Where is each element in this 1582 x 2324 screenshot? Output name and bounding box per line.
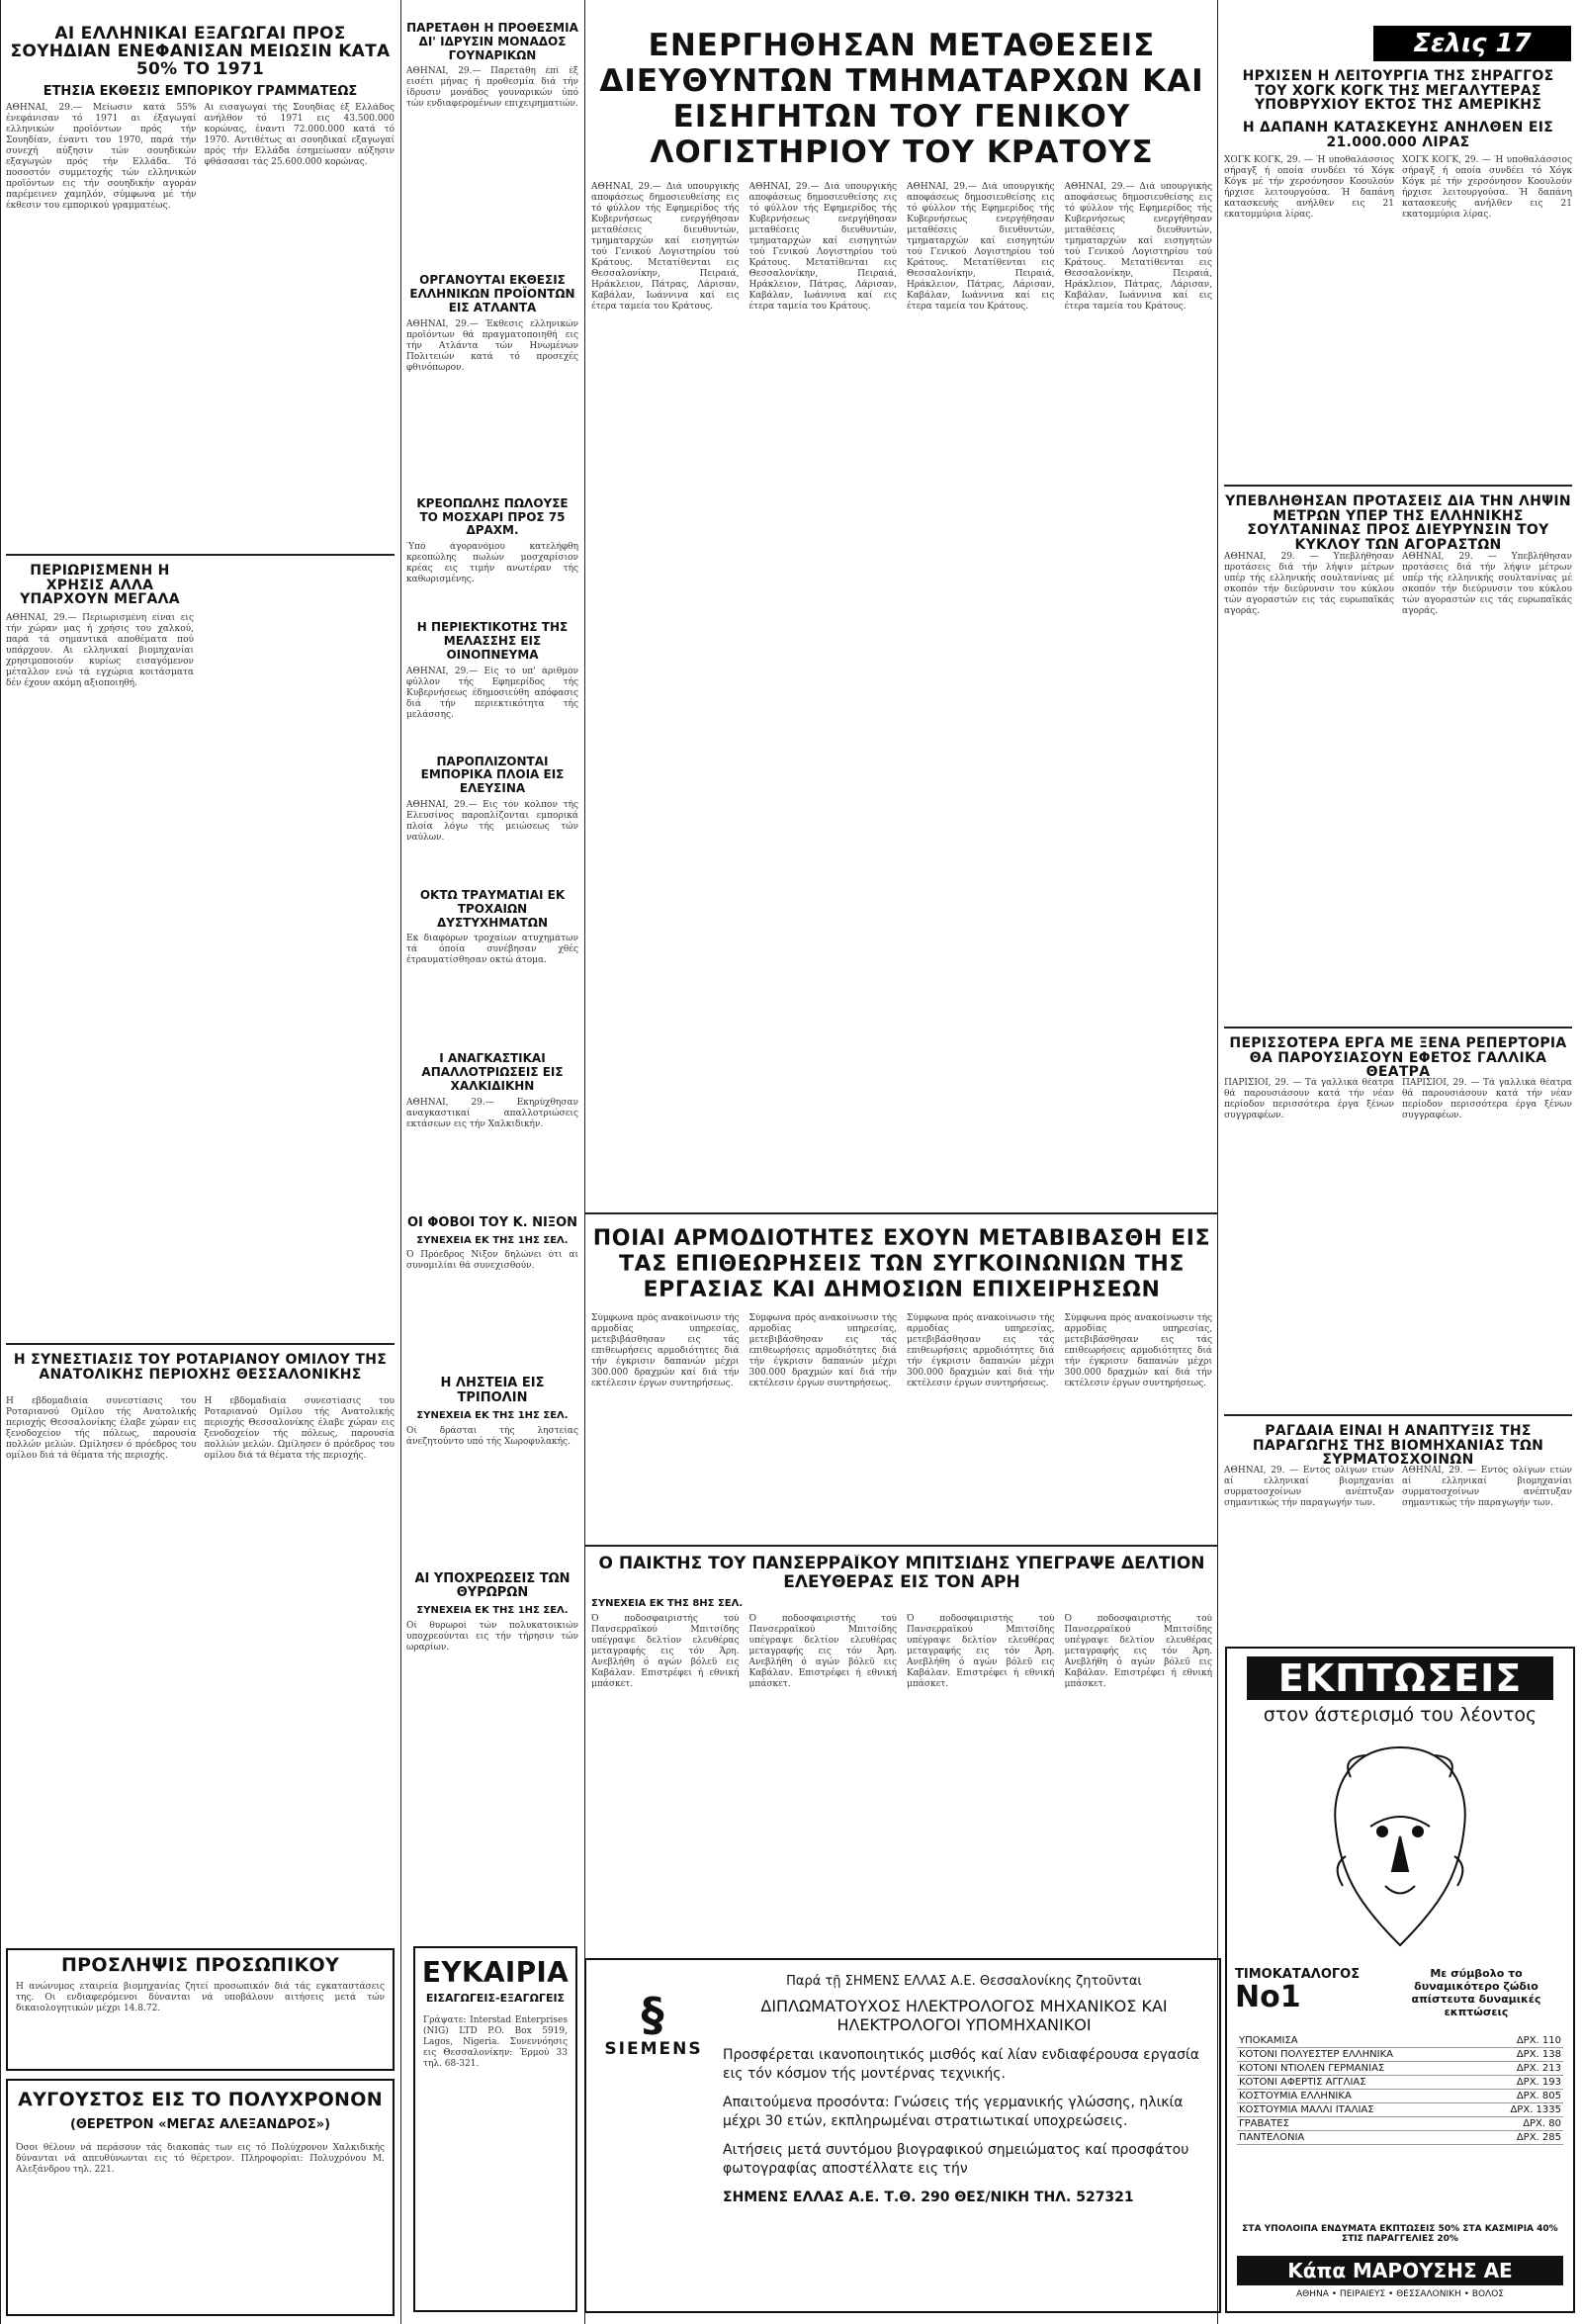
- article-body: Αι εισαγωγαί τής Σουηδίας έξ Ελλάδος ανήλθον τό 1971 εις 43.500.000 κορώνας, έναντι 72.000.000 κατά τό 1970. Αντιθέτως αι σουηδικαί εξαγωγαί πρός τήν Ελλάδα έσημείωσαν αύξησιν φθάσασαι τάς 25.600.000 κορώνας.: [204, 103, 395, 168]
- continued-label: ΣΥΝΕΧΕΙΑ ΕΚ ΤΗΣ 1ΗΣ ΣΕΛ.: [416, 1410, 569, 1422]
- divider: [584, 1545, 1217, 1547]
- ad-eykairia-subtitle: ΕΙΣΑΓΩΓΕΙΣ-ΕΞΑΓΩΓΕΙΣ: [425, 1992, 566, 2006]
- price-list: [1237, 2034, 1563, 2145]
- price-row: [1237, 2103, 1563, 2117]
- brief-headline: ΟΚΤΩ ΤΡΑΥΜΑΤΙΑΙ ΕΚ ΤΡΟΧΑΙΩΝ ΔΥΣΤΥΧΗΜΑΤΩΝ: [419, 887, 566, 930]
- divider: [6, 1343, 395, 1345]
- article-body: Σύμφωνα πρός ανακοίνωσιν τής αρμοδίας υπηρεσίας, μετεβιβάσθησαν εις τάς επιθεωρήσεις αρμοδιότητες διά τήν έγκρισιν δαπανών μέχρι 300.000 δραχμών καί διά τήν εκτέλεσιν έργων συντηρήσεως.: [907, 1313, 1055, 1388]
- article-body: Ό ποδοσφαιριστής τού Πανσερραϊκού Μπιτσίδης υπέγραψε δελτίον ελευθέρας μεταγραφής εις τόν Άρη. Ανεβλήθη ό αγών βόλεϋ εις Καβάλαν. Επιστρέφει ή εθνική μπάσκετ.: [1064, 1613, 1212, 1689]
- price-value: ΔΡΧ. 110: [1516, 2035, 1561, 2046]
- headline-copper: ΠΕΡΙΩΡΙΣΜΕΝΗ Η ΧΡΗΣΙΣ ΑΛΛΑ ΥΠΑΡΧΟΥΝ ΜΕΓΑΛΑ: [20, 563, 180, 608]
- headline-hongkong: ΗΡΧΙΣΕΝ Η ΛΕΙΤΟΥΡΓΙΑ ΤΗΣ ΣΗΡΑΓΓΟΣ ΤΟΥ ΧΟΓΚ ΚΟΓΚ ΤΗΣ ΜΕΓΑΛΥΤΕΡΑΣ ΥΠΟΒΡΥΧΙΟΥ ΕΚΤΟΣ ΤΗΣ ΑΜΕΡΙΚΗΣ: [1242, 69, 1554, 114]
- article-body: ΧΟΓΚ ΚΟΓΚ, 29. — Ή υποθαλάσσιος σήραγξ ή οποία συνδέει τό Χόγκ Κόγκ μέ τήν χερσόνησον Κοουλούν ήρχισε λειτουργούσα. Ή δαπάνη κατασκευής ανήλθεν εις 21 εκατομμύρια λίρας.: [1224, 155, 1394, 221]
- page-number-logo: Σελις 17: [1373, 26, 1571, 61]
- article-body: Σύμφωνα πρός ανακοίνωσιν τής αρμοδίας υπηρεσίας, μετεβιβάσθησαν εις τάς επιθεωρήσεις αρμοδιότητες διά τήν έγκρισιν δαπανών μέχρι 300.000 δραχμών καί διά τήν εκτέλεσιν έργων συντηρήσεως.: [748, 1313, 897, 1388]
- price-row: [1237, 2076, 1563, 2090]
- article-body: ΑΘΗΝΑΙ, 29. — Υπεβλήθησαν προτάσεις διά τήν λήψιν μέτρων υπέρ τής ελληνικής σουλτανίνας μέ σκοπόν τήν διεύρυνσιν του κύκλου τών αγοραστών εις τάς ευρωπαϊκάς αγοράς.: [1402, 552, 1572, 616]
- price-row: [1237, 2048, 1563, 2062]
- brief-headline: ΑΙ ΥΠΟΧΡΕΩΣΕΙΣ ΤΩΝ ΘΥΡΩΡΩΝ: [414, 1570, 571, 1601]
- ad-lion-no1: Νο1: [1235, 1980, 1301, 2014]
- divider: [1224, 1414, 1572, 1416]
- brief-body: Ύπό άγορανόμου κατελήφθη κρεοπώλης πωλών μοσχαρίσιον κρέας εις τιμήν ανωτέραν τής καθωρισμένης.: [406, 542, 578, 585]
- brief-headline: Η ΛΗΣΤΕΙΑ ΕΙΣ ΤΡΙΠΟΛΙΝ: [440, 1376, 545, 1406]
- main-story: [591, 0, 1212, 1207]
- column-right: [1224, 69, 1572, 1640]
- ad-staff-title: ΠΡΟΣΛΗΨΙΣ ΠΡΟΣΩΠΙΚΟΥ: [60, 1954, 340, 1976]
- ad-eykairia-body: Γράψατε: Interstad Enterprises (NIG) LTD P.O. Box 5919, Lagos, Nigeria. Συνεννόησις εις Θεσσαλονίκην: Έρμού 33 τηλ. 68-321.: [423, 2015, 568, 2070]
- article-body: ΑΘΗΝΑΙ, 29.— Διά υπουργικής αποφάσεως δημοσιευθείσης εις τό φύλλον τής Εφημερίδος τής Κυβερνήσεως ενεργήθησαν μεταθέσεις διευθυντών, τμηματαρχών καί εισηγητών τού Γενικού Λογιστηρίου τού Κράτους. Μετατίθενται εις Θεσσαλονίκην, Πειραιά, Ηράκλειον, Πάτρας, Λάρισαν, Καβάλαν, Ιωάννινα καί εις έτερα ταμεία του Κράτους.: [591, 182, 740, 312]
- price-row: [1237, 2062, 1563, 2076]
- article-body: ΧΟΓΚ ΚΟΓΚ, 29. — Ή υποθαλάσσιος σήραγξ ή οποία συνδέει τό Χόγκ Κόγκ μέ τήν χερσόνησον Κοουλούν ήρχισε λειτουργούσα. Ή δαπάνη κατασκευής ανήλθεν εις 21 εκατομμύρια λίρας.: [1402, 155, 1572, 221]
- price-item: ΥΠΟΚΑΜΙΣΑ: [1239, 2035, 1298, 2046]
- headline-transport: ΠΟΙΑΙ ΑΡΜΟΔΙΟΤΗΤΕΣ ΕΧΟΥΝ ΜΕΤΑΒΙΒΑΣΘΗ ΕΙΣ ΤΑΣ ΕΠΙΘΕΩΡΗΣΕΙΣ ΤΩΝ ΣΥΓΚΟΙΝΩΝΙΩΝ ΤΗΣ ΕΡΓΑΣΙΑΣ ΚΑΙ ΔΗΜΟΣΙΩΝ ΕΠΙΧΕΙΡΗΣΕΩΝ: [592, 1226, 1211, 1302]
- siemens-logo-text: SIEMENS: [604, 2039, 703, 2059]
- price-row: [1237, 2090, 1563, 2103]
- ad-cruise-title: ΑΥΓΟΥΣΤΟΣ ΕΙΣ ΤΟ ΠΟΛΥΧΡΟΝΟΝ: [18, 2089, 383, 2110]
- brief-body: ΑΘΗΝΑΙ, 29.— Εις τόν κόλπον τής Ελευσίνος παροπλίζονται εμπορικά πλοία λόγω τής μειώσεως τών ναύλων.: [406, 799, 578, 843]
- ad-cruise: [6, 2079, 395, 2316]
- ad-staff: [6, 1948, 395, 2071]
- siemens-address: ΣΗΜΕΝΣ ΕΛΛΑΣ Α.Ε. Τ.Θ. 290 ΘΕΣ/ΝΙΚΗ ΤΗΛ. 527321: [723, 2190, 1134, 2205]
- article-body: Σύμφωνα πρός ανακοίνωσιν τής αρμοδίας υπηρεσίας, μετεβιβάσθησαν εις τάς επιθεωρήσεις αρμοδιότητες διά τήν έγκρισιν δαπανών μέχρι 300.000 δραχμών καί διά τήν εκτέλεσιν έργων συντηρήσεως.: [591, 1313, 740, 1388]
- article-body: ΑΘΗΝΑΙ, 29.— Περιωρισμένη είναι εις τήν χώραν μας ή χρήσις του χαλκού, παρά τά σημαντικά αποθέματα πού υπάρχουν. Αι ελληνικαί βιομηχανίαι χρησιμοποιούν κυρίως εισαγόμενον μέταλλον ενώ τά εγχώρια κοιτάσματα δέν έχουν ακόμη αξιοποιηθή.: [6, 613, 194, 688]
- column-briefs: [406, 0, 578, 1938]
- brief-body: Ό Πρόεδρος Νίξον δηλώνει ότι αι συνομιλίαι θά συνεχισθούν.: [406, 1250, 578, 1272]
- price-item: ΚΟΤΟΝΙ ΠΟΛΥΕΣΤΕΡ ΕΛΛΗΝΙΚΑ: [1239, 2049, 1393, 2060]
- siemens-mark-icon: §: [641, 1988, 666, 2041]
- siemens-offer: Προσφέρεται ικανοποιητικός μισθός καί λίαν ενδιαφέρουσα εργασία εις τόν κόσμον τής μοντέρνας τεχνικής.: [723, 2047, 1199, 2082]
- article-body: ΑΘΗΝΑΙ, 29.— Διά υπουργικής αποφάσεως δημοσιευθείσης εις τό φύλλον τής Εφημερίδος τής Κυβερνήσεως ενεργήθησαν μεταθέσεις διευθυντών, τμηματαρχών καί εισηγητών τού Γενικού Λογιστηρίου τού Κράτους. Μετατίθενται εις Θεσσαλονίκην, Πειραιά, Ηράκλειον, Πάτρας, Λάρισαν, Καβάλαν, Ιωάννινα καί εις έτερα ταμεία του Κράτους.: [748, 182, 897, 312]
- article-body: Ό ποδοσφαιριστής τού Πανσερραϊκού Μπιτσίδης υπέγραψε δελτίον ελευθέρας μεταγραφής εις τόν Άρη. Ανεβλήθη ό αγών βόλεϋ εις Καβάλαν. Επιστρέφει ή εθνική μπάσκετ.: [591, 1613, 740, 1689]
- ad-cruise-body: Όσοι θέλουν νά περάσουν τάς διακοπάς των εις τό Πολύχρονον Χαλκιδικής δύνανται νά απευθύνωνται εις τό θέρετρον. Πληροφορίαι: Πολυχρόνου Μ. Αλεξάνδρου τηλ. 221.: [16, 2142, 385, 2175]
- column-rule: [0, 0, 1, 2324]
- article-body: ΑΘΗΝΑΙ, 29. — Εντός ολίγων ετών αί ελληνικαί βιομηχανίαι συρματοσχοίνων ανέπτυξαν σημαντικώς τήν παραγωγήν των.: [1224, 1466, 1394, 1508]
- continued-label: ΣΥΝΕΧΕΙΑ ΕΚ ΤΗΣ 8ΗΣ ΣΕΛ.: [591, 1598, 744, 1609]
- article-body: ΠΑΡΙΣΙΟΙ, 29. — Τά γαλλικά θέατρα θά παρουσιάσουν κατά τήν νέαν περίοδον περισσότερα έργα ξένων συγγραφέων.: [1224, 1078, 1394, 1120]
- ad-lion-catalog: ΤΙΜΟΚΑΤΑΛΟΓΟΣ: [1235, 1967, 1361, 1982]
- ad-eykairia-title: ΕΥΚΑΙΡΙΑ: [421, 1956, 570, 1989]
- brief-body: ΑΘΗΝΑΙ, 29.— Έκθεσις ελληνικών προϊόντων θά πραγματοποιηθή εις τήν Ατλάντα τών Ηνωμένων Πολιτειών κατά τό προσεχές φθινόπωρον.: [406, 318, 578, 373]
- article-body: Σύμφωνα πρός ανακοίνωσιν τής αρμοδίας υπηρεσίας, μετεβιβάσθησαν εις τάς επιθεωρήσεις αρμοδιότητες διά τήν έγκρισιν δαπανών μέχρι 300.000 δραχμών καί διά τήν εκτέλεσιν έργων συντηρήσεως.: [1064, 1313, 1212, 1388]
- story-transport: [591, 1226, 1212, 1541]
- divider: [1224, 1027, 1572, 1028]
- article-body: ΠΑΡΙΣΙΟΙ, 29. — Τά γαλλικά θέατρα θά παρουσιάσουν κατά τήν νέαν περίοδον περισσότερα έργα ξένων συγγραφέων.: [1402, 1078, 1572, 1120]
- story-football: [591, 1555, 1212, 1950]
- headline-cables: ΡΑΓΔΑΙΑ ΕΙΝΑΙ Η ΑΝΑΠΤΥΞΙΣ ΤΗΣ ΠΑΡΑΓΩΓΗΣ ΤΗΣ ΒΙΟΜΗΧΑΝΙΑΣ ΤΩΝ ΣΥΡΜΑΤΟΣΧΟΙΝΩΝ: [1252, 1423, 1544, 1469]
- headline-sultanina: ΥΠΕΒΛΗΘΗΣΑΝ ΠΡΟΤΑΣΕΙΣ ΔΙΑ ΤΗΝ ΛΗΨΙΝ ΜΕΤΡΩΝ ΥΠΕΡ ΤΗΣ ΕΛΛΗΝΙΚΗΣ ΣΟΥΛΤΑΝΙΝΑΣ ΠΡΟΣ ΔΙΕΥΡΥΝΣΙΝ ΤΟΥ ΚΥΚΛΟΥ ΤΩΝ ΑΓΟΡΑΣΤΩΝ: [1225, 493, 1571, 554]
- brief-body: ΑΘΗΝΑΙ, 29.— Εκηρύχθησαν αναγκαστικαί απαλλοτριώσεις εκτάσεων εις τήν Χαλκιδικήν.: [406, 1097, 578, 1129]
- price-item: ΚΟΣΤΟΥΜΙΑ ΜΑΛΛΙ ΙΤΑΛΙΑΣ: [1239, 2104, 1374, 2115]
- brief-headline: Ι ΑΝΑΓΚΑΣΤΙΚΑΙ ΑΠΑΛΛΟΤΡΙΩΣΕΙΣ ΕΙΣ ΧΑΛΚΙΔΙΚΗΝ: [421, 1051, 564, 1093]
- brief-body: ΑΘΗΝΑΙ, 29.— Είς τό υπ' άριθμόν φύλλον τής Εφημερίδος τής Κυβερνήσεως έδημοσιεύθη απόφασις διά τήν περιεκτικότητα τής μελάσσης.: [406, 666, 578, 720]
- price-value: ΔΡΧ. 213: [1516, 2063, 1561, 2074]
- headline-rotary: Η ΣΥΝΕΣΤΙΑΣΙΣ ΤΟΥ ΡΟΤΑΡΙΑΝΟΥ ΟΜΙΛΟΥ ΤΗΣ ΑΝΑΤΟΛΙΚΗΣ ΠΕΡΙΟΧΗΣ ΘΕΣΣΑΛΟΝΙΚΗΣ: [13, 1352, 388, 1383]
- price-value: ΔΡΧ. 80: [1523, 2118, 1561, 2129]
- article-body: Η εβδομαδιαία συνεστίασις του Ροταριανού Ομίλου τής Ανατολικής περιοχής Θεσσαλονίκης έλαβε χώραν εις ξενοδοχείον τής πόλεως, παρουσία πολλών μελών. Ωμίλησεν ό πρόεδρος του ομίλου διά τά θέματα τής περιοχής.: [6, 1396, 197, 1461]
- ad-eykairia: [413, 1946, 577, 2312]
- brief-body: Οί δράσται τής ληστείας άνεζητούντο υπό τής Χωροφυλακής.: [406, 1425, 578, 1447]
- brief-headline: Η ΠΕΡΙΕΚΤΙΚΟΤΗΣ ΤΗΣ ΜΕΛΑΣΣΗΣ ΕΙΣ ΟΙΝΟΠΝΕΥΜΑ: [416, 620, 569, 662]
- continued-label: ΣΥΝΕΧΕΙΑ ΕΚ ΤΗΣ 1ΗΣ ΣΕΛ.: [416, 1605, 569, 1617]
- divider: [6, 554, 395, 556]
- column-left: [6, 0, 395, 2324]
- subhead-exports: ΕΤΗΣΙΑ ΕΚΘΕΣΙΣ ΕΜΠΟΡΙΚΟΥ ΓΡΑΜΜΑΤΕΩΣ: [43, 83, 358, 99]
- price-value: ΔΡΧ. 1335: [1510, 2104, 1561, 2115]
- price-value: ΔΡΧ. 285: [1516, 2132, 1561, 2143]
- brief-headline: ΠΑΡΟΠΛΙΖΟΝΤΑΙ ΕΜΠΟΡΙΚΑ ΠΛΟΙΑ ΕΙΣ ΕΛΕΥΣΙΝΑ: [420, 754, 565, 796]
- ad-siemens: [584, 1958, 1221, 2313]
- article-body: ΑΘΗΝΑΙ, 29. — Εντός ολίγων ετών αί ελληνικαί βιομηχανίαι συρματοσχοίνων ανέπτυξαν σημαντικώς τήν παραγωγήν των.: [1402, 1466, 1572, 1508]
- headline-theatre: ΠΕΡΙΣΣΟΤΕΡΑ ΕΡΓΑ ΜΕ ΞΕΝΑ ΡΕΠΕΡΤΟΡΙΑ ΘΑ ΠΑΡΟΥΣΙΑΣΟΥΝ ΕΦΕΤΟΣ ΓΑΛΛΙΚΑ ΘΕΑΤΡΑ: [1229, 1035, 1567, 1081]
- price-item: ΚΟΤΟΝΙ ΝΤΙΟΛΕΝ ΓΕΡΜΑΝΙΑΣ: [1239, 2063, 1385, 2074]
- article-body: ΑΘΗΝΑΙ, 29.— Διά υπουργικής αποφάσεως δημοσιευθείσης εις τό φύλλον τής Εφημερίδος τής Κυβερνήσεως ενεργήθησαν μεταθέσεις διευθυντών, τμηματαρχών καί εισηγητών τού Γενικού Λογιστηρίου τού Κράτους. Μετατίθενται εις Θεσσαλονίκην, Πειραιά, Ηράκλειον, Πάτρας, Λάρισαν, Καβάλαν, Ιωάννινα καί εις έτερα ταμεία του Κράτους.: [1064, 182, 1212, 312]
- article-body: ΑΘΗΝΑΙ, 29.— Μείωσιν κατά 55% ένεφάνισαν τό 1971 αι έξαγωγαί ελληνικών προϊόντων πρός τήν Σουηδίαν, έναντι του 1970, παρά τήν συνεχή αύξησιν τών σουηδικών εξαγωγών πρός τήν Ελλάδα. Τό ποσοστόν συμμετοχής τών ελληνικών προϊόντων εις τήν σουηδικήν αγοράν παρέμεινεν χαμηλόν, σύμφωνα μέ τήν έκθεσιν του εμπορικού γραμματέως.: [6, 103, 197, 212]
- ad-lion-note: ΣΤΑ ΥΠΟΛΟΙΠΑ ΕΝΔΥΜΑΤΑ ΕΚΠΤΩΣΕΙΣ 50% ΣΤΑ ΚΑΣΜΙΡΙΑ 40% ΣΤΙΣ ΠΑΡΑΓΓΕΛΙΕΣ 20%: [1242, 2224, 1558, 2244]
- ad-lion-title: ΕΚΠΤΩΣΕΙΣ: [1247, 1656, 1553, 1700]
- ad-lion-sales: [1225, 1647, 1575, 2313]
- ad-staff-body: Η ανώνυμος εταιρεία βιομηχανίας ζητεί προσωπικόν διά τάς εγκαταστάσεις της. Οι ενδιαφερόμενοι δύνανται νά υποβάλουν αιτήσεις μετά τών δικαιολογητικών μέχρι 14.8.72.: [16, 1981, 385, 2013]
- price-item: ΓΡΑΒΑΤΕΣ: [1239, 2118, 1289, 2129]
- subhead-hongkong: Η ΔΑΠΑΝΗ ΚΑΤΑΣΚΕΥΗΣ ΑΝΗΛΘΕΝ ΕΙΣ 21.000.000 ΛΙΡΑΣ: [1242, 120, 1554, 150]
- price-row: [1237, 2117, 1563, 2131]
- price-value: ΔΡΧ. 193: [1516, 2077, 1561, 2088]
- brief-headline: ΟΙ ΦΟΒΟΙ ΤΟΥ Κ. ΝΙΞΟΝ: [406, 1214, 578, 1230]
- price-item: ΚΟΤΟΝΙ ΑΦΕΡΤΙΣ ΑΓΓΛΙΑΣ: [1239, 2077, 1366, 2088]
- price-item: ΚΟΣΤΟΥΜΙΑ ΕΛΛΗΝΙΚΑ: [1239, 2091, 1352, 2101]
- siemens-apply: Αιτήσεις μετά συντόμου βιογραφικού σημειώματος καί προσφάτου φωτογραφίας αποστέλλατε εις τήν: [723, 2142, 1189, 2177]
- brief-body: Οί θυρωροί τών πολυκατοικιών υποχρεούνται εις τήν τήρησιν τών ωραρίων.: [406, 1620, 578, 1653]
- siemens-logo: [604, 1990, 703, 2059]
- ad-cruise-subtitle: (ΘΕΡΕΤΡΟΝ «ΜΕΓΑΣ ΑΛΕΞΑΝΔΡΟΣ»): [69, 2116, 331, 2132]
- price-value: ΔΡΧ. 138: [1516, 2049, 1561, 2060]
- headline-football: Ο ΠΑΙΚΤΗΣ ΤΟΥ ΠΑΝΣΕΡΡΑΪΚΟΥ ΜΠΙΤΣΙΔΗΣ ΥΠΕΓΡΑΨΕ ΔΕΛΤΙΟΝ ΕΛΕΥΘΕΡΑΣ ΕΙΣ ΤΟΝ ΑΡΗ: [598, 1555, 1205, 1592]
- main-headline: ΕΝΕΡΓΗΘΗΣΑΝ ΜΕΤΑΘΕΣΕΙΣ ΔΙΕΥΘΥΝΤΩΝ ΤΜΗΜΑΤΑΡΧΩΝ ΚΑΙ ΕΙΣΗΓΗΤΩΝ ΤΟΥ ΓΕΝΙΚΟΥ ΛΟΓΙΣΤΗΡΙΟΥ ΤΟΥ ΚΡΑΤΟΥΣ: [599, 28, 1204, 170]
- price-value: ΔΡΧ. 805: [1516, 2091, 1561, 2101]
- price-row: [1237, 2131, 1563, 2145]
- article-body: Ό ποδοσφαιριστής τού Πανσερραϊκού Μπιτσίδης υπέγραψε δελτίον ελευθέρας μεταγραφής εις τόν Άρη. Ανεβλήθη ό αγών βόλεϋ εις Καβάλαν. Επιστρέφει ή εθνική μπάσκετ.: [748, 1613, 897, 1689]
- ad-lion-subtitle: στον άστερισμό του λέοντος: [1263, 1704, 1538, 1726]
- ad-lion-motto: Με σύμβολο το δυναμικότερο ζώδιο απίστευτα δυναμικές εκπτώσεις: [1411, 1967, 1541, 2018]
- divider: [1224, 485, 1572, 487]
- article-body: Ό ποδοσφαιριστής τού Πανσερραϊκού Μπιτσίδης υπέγραψε δελτίον ελευθέρας μεταγραφής εις τόν Άρη. Ανεβλήθη ό αγών βόλεϋ εις Καβάλαν. Επιστρέφει ή εθνική μπάσκετ.: [907, 1613, 1055, 1689]
- price-row: [1237, 2034, 1563, 2048]
- lion-illustration-icon: [1321, 1738, 1479, 1955]
- article-body: ΑΘΗΝΑΙ, 29.— Διά υπουργικής αποφάσεως δημοσιευθείσης εις τό φύλλον τής Εφημερίδος τής Κυβερνήσεως ενεργήθησαν μεταθέσεις διευθυντών, τμηματαρχών καί εισηγητών τού Γενικού Λογιστηρίου τού Κράτους. Μετατίθενται εις Θεσσαλονίκην, Πειραιά, Ηράκλειον, Πάτρας, Λάρισαν, Καβάλαν, Ιωάννινα καί εις έτερα ταμεία του Κράτους.: [907, 182, 1055, 312]
- siemens-title: ΔΙΠΛΩΜΑΤΟΥΧΟΣ ΗΛΕΚΤΡΟΛΟΓΟΣ ΜΗΧΑΝΙΚΟΣ ΚΑΙ ΗΛΕΚΤΡΟΛΟΓΟΙ ΥΠΟΜΗΧΑΝΙΚΟΙ: [760, 1997, 1168, 2034]
- ad-lion-cities: ΑΘΗΝΑ • ΠΕΙΡΑΙΕΥΣ • ΘΕΣΣΑΛΟΝΙΚΗ • ΒΟΛΟΣ: [1296, 2289, 1504, 2299]
- ad-lion-store: Κάπα ΜΑΡΟΥΣΗΣ ΑΕ: [1237, 2256, 1563, 2285]
- continued-label: ΣΥΝΕΧΕΙΑ ΕΚ ΤΗΣ 1ΗΣ ΣΕΛ.: [416, 1234, 569, 1246]
- headline-exports: ΑΙ ΕΛΛΗΝΙΚΑΙ ΕΞΑΓΩΓΑΙ ΠΡΟΣ ΣΟΥΗΔΙΑΝ ΕΝΕΦΑΝΙΣΑΝ ΜΕΙΩΣΙΝ ΚΑΤΑ 50% ΤΟ 1971: [10, 24, 391, 79]
- article-body: ΑΘΗΝΑΙ, 29. — Υπεβλήθησαν προτάσεις διά τήν λήψιν μέτρων υπέρ τής ελληνικής σουλτανίνας μέ σκοπόν τήν διεύρυνσιν του κύκλου τών αγοραστών εις τάς ευρωπαϊκάς αγοράς.: [1224, 552, 1394, 616]
- brief-headline: ΠΑΡΕΤΑΘΗ Η ΠΡΟΘΕΣΜΙΑ ΔΙ' ΙΔΡΥΣΙΝ ΜΟΝΑΔΟΣ ΓΟΥΝΑΡΙΚΩΝ: [406, 21, 578, 62]
- column-rule: [400, 0, 401, 2324]
- brief-body: ΑΘΗΝΑΙ, 29.— Παρετάθη έπί έξ εισέτι μήνας ή προθεσμία διά τήν ίδρυσιν μονάδος γουναρικών ύπό τών ενδιαφερομένων επιχειρηματιών.: [406, 66, 578, 110]
- brief-body: Εκ διαφόρων τροχαίων ατυχημάτων τά όποία συνέβησαν χθές έτραυματίσθησαν οκτώ άτομα.: [406, 934, 578, 966]
- divider: [584, 1212, 1217, 1214]
- article-body: Η εβδομαδιαία συνεστίασις του Ροταριανού Ομίλου τής Ανατολικής περιοχής Θεσσαλονίκης έλαβε χώραν εις ξενοδοχείον τής πόλεως, παρουσία πολλών μελών. Ωμίλησεν ό πρόεδρος του ομίλου διά τά θέματα τής περιοχής.: [204, 1396, 395, 1461]
- siemens-requirements: Απαιτούμενα προσόντα: Γνώσεις τής γερμανικής γλώσσης, ηλικία μέχρι 30 ετών, εκπληρωμέναι στρατιωτικαί υποχρεώσεις.: [723, 2095, 1184, 2129]
- brief-headline: ΟΡΓΑΝΟΥΤΑΙ ΕΚΘΕΣΙΣ ΕΛΛΗΝΙΚΩΝ ΠΡΟΪΟΝΤΩΝ ΕΙΣ ΑΤΛΑΝΤΑ: [409, 273, 575, 314]
- brief-headline: ΚΡΕΟΠΩΛΗΣ ΠΩΛΟΥΣΕ ΤΟ ΜΟΣΧΑΡΙ ΠΡΟΣ 75 ΔΡΑΧΜ.: [416, 495, 569, 538]
- siemens-intro: Παρά τῇ ΣΗΜΕΝΣ ΕΛΛΑΣ Α.Ε. Θεσσαλονίκης ζητοῦνται: [786, 1974, 1142, 1989]
- price-item: ΠΑΝΤΕΛΟΝΙΑ: [1239, 2132, 1305, 2143]
